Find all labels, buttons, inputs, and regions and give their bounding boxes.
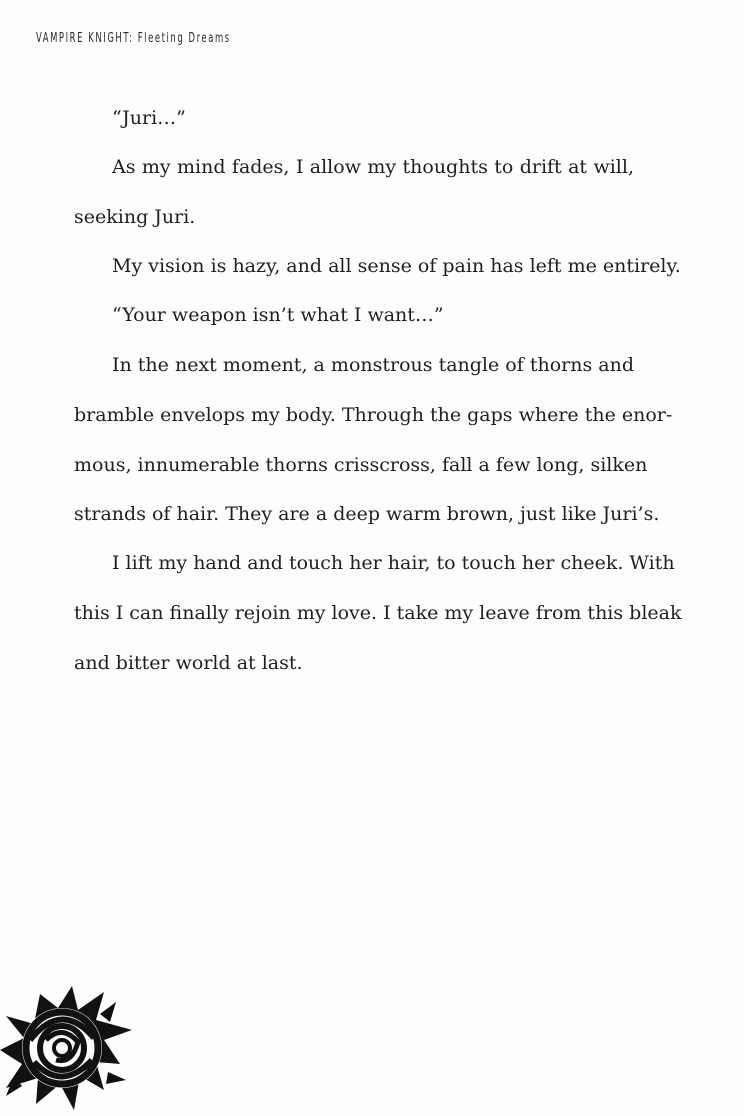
text-line: bramble envelops my body. Through the gaps where the enor- (74, 404, 673, 426)
text-line: “Juri…” (112, 107, 186, 129)
text-line: As my mind fades, I allow my thoughts to drift at will, (112, 156, 634, 178)
text-line: My vision is hazy, and all sense of pain has left me entirely. (112, 255, 681, 277)
text-line: I lift my hand and touch her hair, to touch her cheek. With (112, 552, 675, 574)
text-line: In the next moment, a monstrous tangle of thorns and (112, 354, 634, 376)
text-line: this I can finally rejoin my love. I take my leave from this bleak (74, 602, 682, 624)
text-line: seeking Juri. (74, 206, 196, 228)
text-line: and bitter world at last. (74, 652, 303, 674)
text-line: strands of hair. They are a deep warm brown, just like Juri’s. (74, 503, 660, 525)
running-header: VAMPIRE KNIGHT: Fleeting Dreams (36, 31, 231, 46)
text-line: mous, innumerable thorns crisscross, fall a few long, silken (74, 454, 648, 476)
text-line: “Your weapon isn’t what I want…” (112, 304, 444, 326)
rose-ornament-icon (0, 980, 140, 1116)
